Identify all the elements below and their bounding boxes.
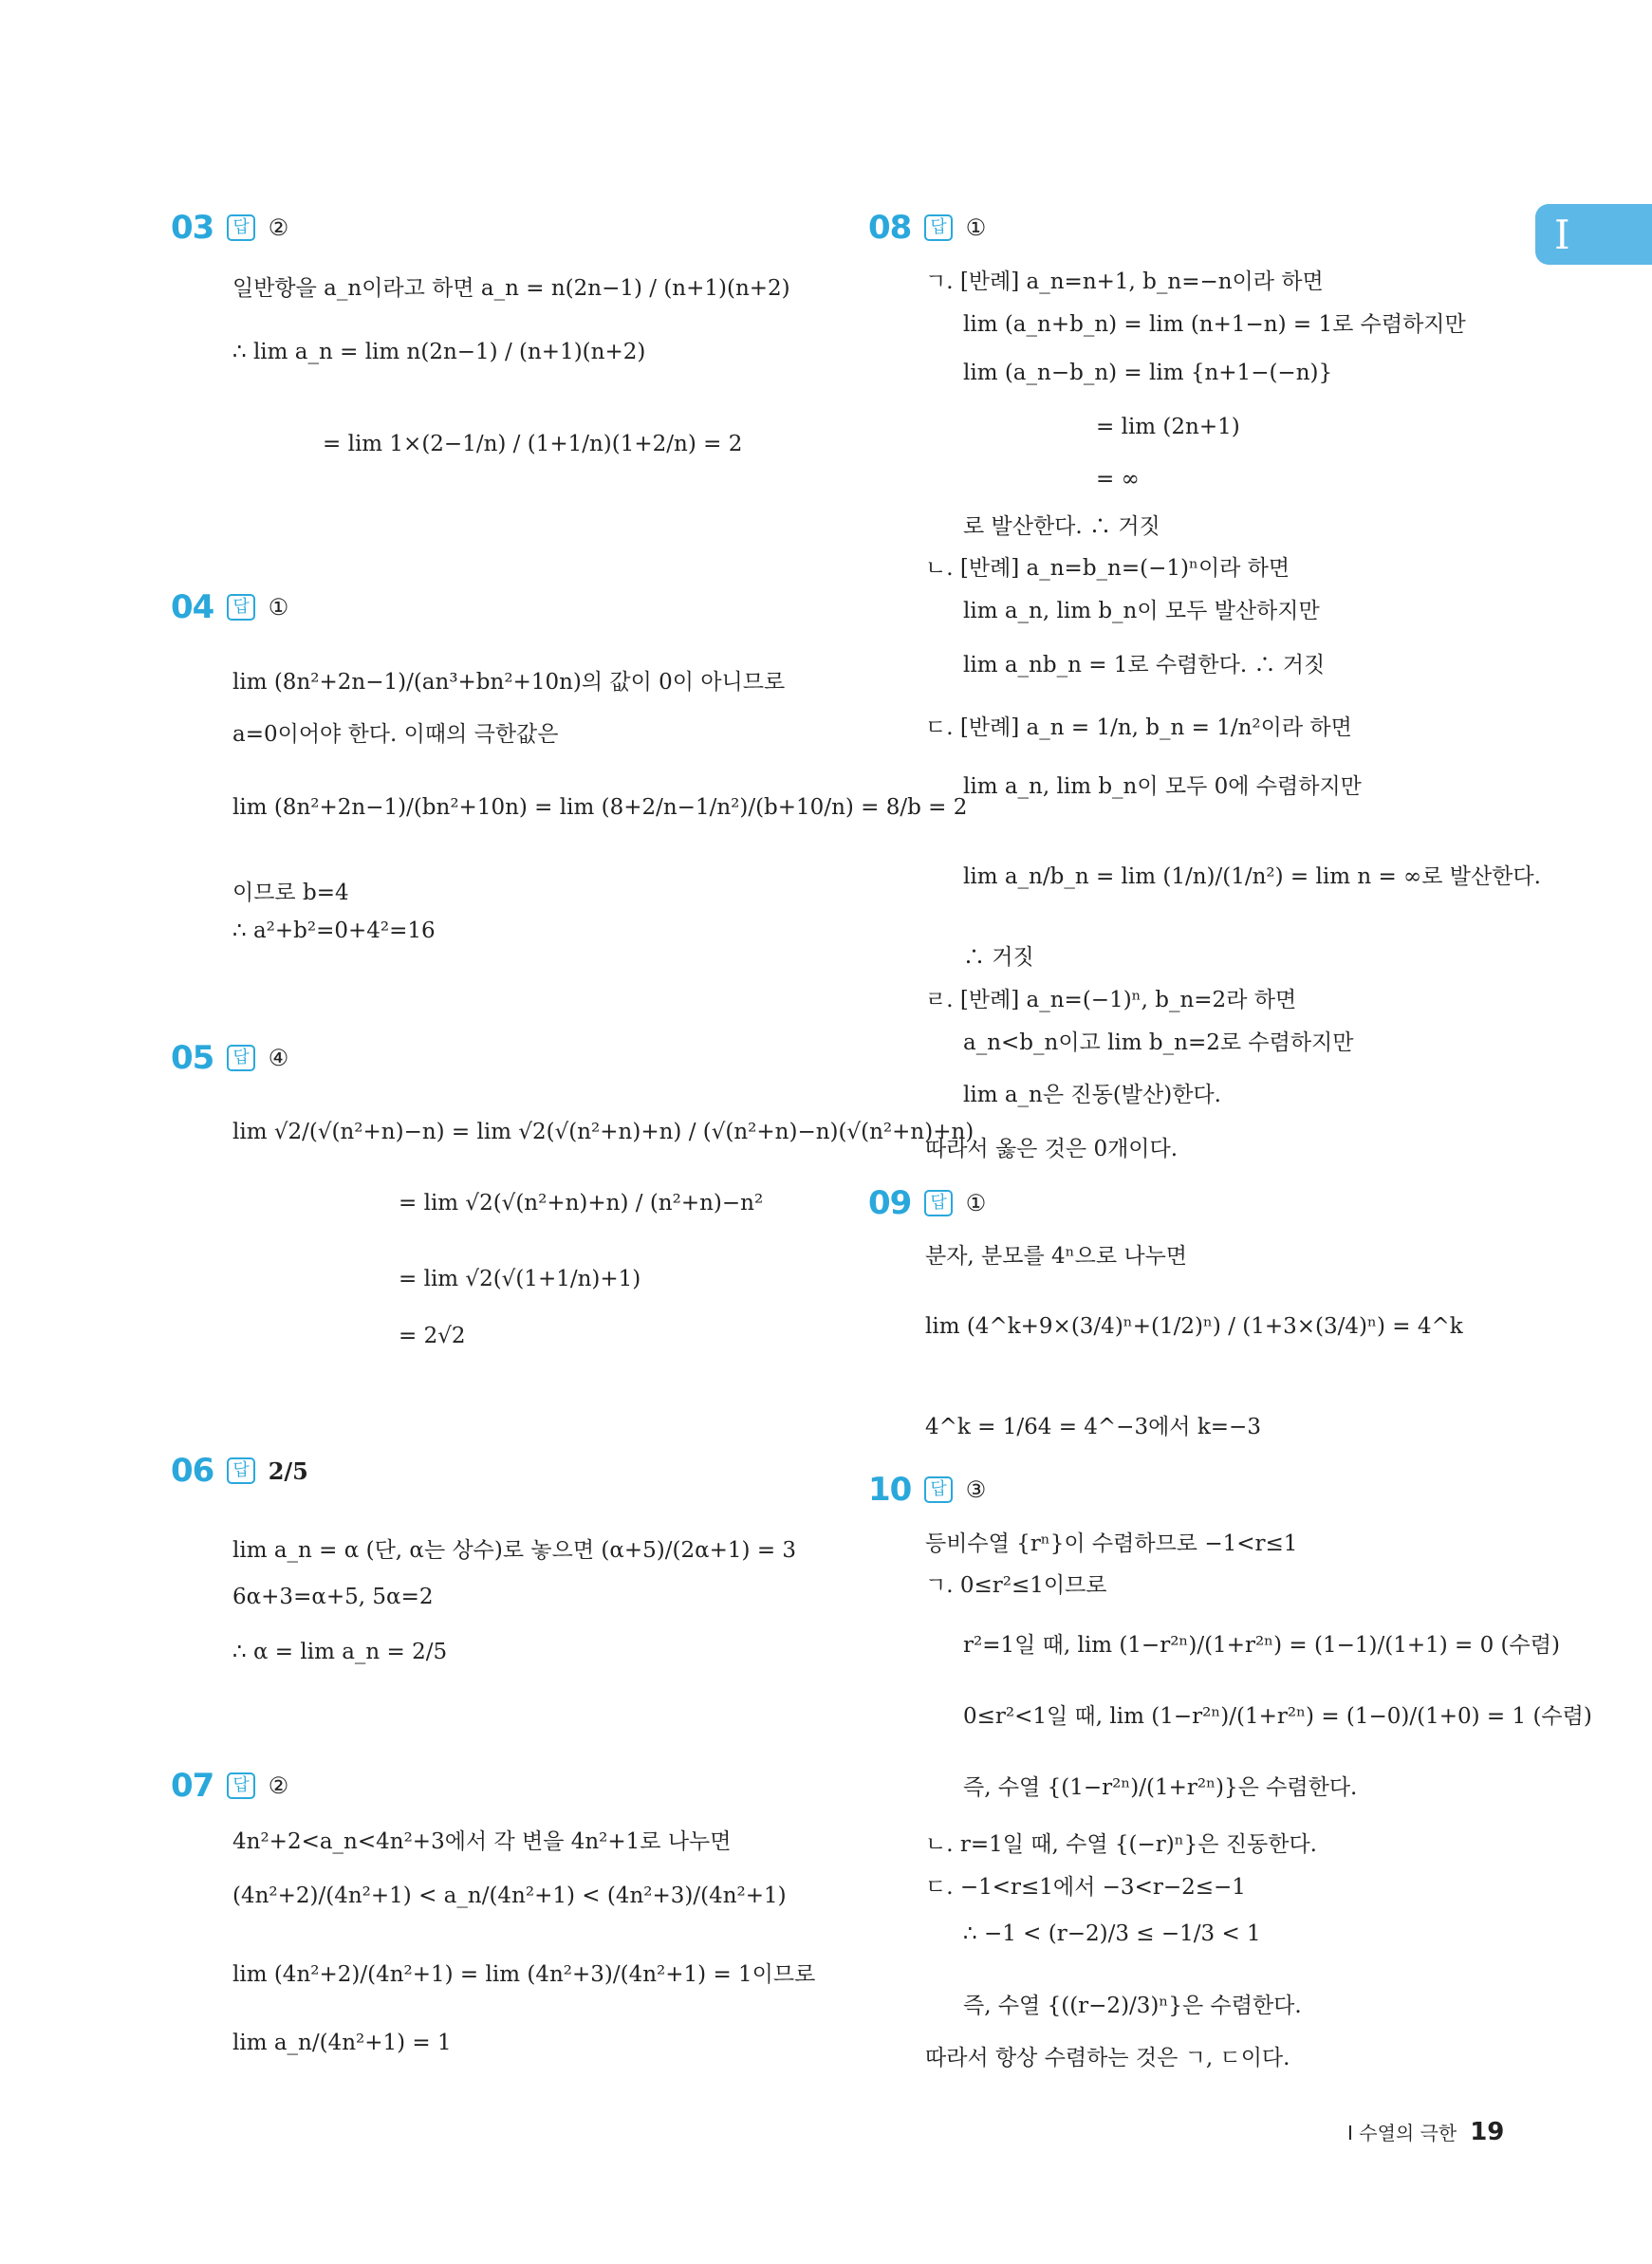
answer-value: ② — [268, 1772, 289, 1799]
problem-number: 09 — [868, 1184, 912, 1222]
p10-line4: 0≤r²<1일 때, lim (1−r²ⁿ)/(1+r²ⁿ) = (1−0)/(1+0) = 1 (수렴) — [963, 1704, 1592, 1729]
p05-line4: = 2√2 — [399, 1324, 466, 1348]
p05-line1: lim √2/(√(n²+n)−n) = lim √2(√(n²+n)+n) / (√(n²+n)−n)(√(n²+n)+n) — [232, 1120, 974, 1144]
answer-badge: 답 — [924, 1476, 952, 1503]
p03-line3: = lim 1×(2−1/n) / (1+1/n)(1+2/n) = 2 — [323, 432, 743, 456]
problem-number: 08 — [868, 209, 912, 247]
p03-line2: ∴ lim a_n = lim n(2n−1) / (n+1)(n+2) — [232, 340, 646, 364]
p04-line5: ∴ a²+b²=0+4²=16 — [232, 919, 436, 943]
p06-line1: lim a_n = α (단, α는 상수)로 놓으면 (α+5)/(2α+1) = 3 — [232, 1538, 797, 1563]
p08-line12: lim a_n/b_n = lim (1/n)/(1/n²) = lim n = ∞로 발산한다. — [963, 864, 1541, 889]
p08-line7: ㄴ. [반례] a_n=b_n=(−1)ⁿ이라 하면 — [925, 556, 1290, 581]
answer-badge: 답 — [924, 214, 952, 241]
p10-line6: ㄴ. r=1일 때, 수열 {(−r)ⁿ}은 진동한다. — [925, 1832, 1317, 1857]
p09-line3: 4^k = 1/64 = 4^−3에서 k=−3 — [925, 1415, 1261, 1439]
p08-line8: lim a_n, lim b_n이 모두 발산하지만 — [963, 599, 1320, 623]
problem-08 — [868, 209, 986, 247]
p04-line3: lim (8n²+2n−1)/(bn²+10n) = lim (8+2/n−1/n²)/(b+10/n) = 8/b = 2 — [232, 795, 968, 820]
problem-07 — [171, 1767, 288, 1805]
p06-line3: ∴ α = lim a_n = 2/5 — [232, 1640, 448, 1664]
p10-line1: 등비수열 {rⁿ}이 수렴하므로 −1<r≤1 — [925, 1531, 1298, 1556]
p03-line1: 일반항을 a_n이라고 하면 a_n = n(2n−1) / (n+1)(n+2) — [232, 276, 790, 301]
problem-09 — [868, 1184, 986, 1222]
p06-line2: 6α+3=α+5, 5α=2 — [232, 1585, 434, 1609]
p10-line3: r²=1일 때, lim (1−r²ⁿ)/(1+r²ⁿ) = (1−1)/(1+1) = 0 (수렴) — [963, 1633, 1560, 1658]
problem-number: 05 — [171, 1039, 214, 1077]
p10-line9: 즉, 수열 {((r−2)/3)ⁿ}은 수렴한다. — [963, 1994, 1302, 2018]
p08-line13: ∴ 거짓 — [963, 945, 1034, 970]
problem-number: 06 — [171, 1452, 214, 1490]
p07-line4: lim a_n/(4n²+1) = 1 — [232, 2031, 452, 2055]
problem-06 — [171, 1452, 308, 1490]
problem-04 — [171, 588, 288, 626]
answer-badge: 답 — [227, 1045, 254, 1071]
answer-value: ① — [965, 214, 987, 241]
p08-line5: = ∞ — [1096, 467, 1140, 492]
footer-chapter: I 수열의 극한 — [1347, 2122, 1457, 2144]
p10-line10: 따라서 항상 수렴하는 것은 ㄱ, ㄷ이다. — [925, 2046, 1290, 2070]
p08-line17: 따라서 옳은 것은 0개이다. — [925, 1137, 1179, 1161]
answer-badge: 답 — [924, 1190, 952, 1216]
p10-line7: ㄷ. −1<r≤1에서 −3<r−2≤−1 — [925, 1875, 1246, 1900]
answer-badge: 답 — [227, 1457, 254, 1484]
p08-line4: = lim (2n+1) — [1096, 415, 1240, 439]
p07-line2: (4n²+2)/(4n²+1) < a_n/(4n²+1) < (4n²+3)/(4n²+1) — [232, 1884, 787, 1908]
answer-value: ① — [268, 594, 289, 621]
p07-line3: lim (4n²+2)/(4n²+1) = lim (4n²+3)/(4n²+1) = 1이므로 — [232, 1962, 816, 1987]
answer-badge: 답 — [227, 1772, 254, 1799]
problem-number: 04 — [171, 588, 214, 626]
p04-line4: 이므로 b=4 — [232, 881, 349, 905]
p05-line2: = lim √2(√(n²+n)+n) / (n²+n)−n² — [399, 1191, 764, 1216]
p10-line2: ㄱ. 0≤r²≤1이므로 — [925, 1573, 1107, 1598]
p08-line9: lim a_nb_n = 1로 수렴한다. ∴ 거짓 — [963, 653, 1326, 677]
answer-value: ④ — [268, 1045, 289, 1071]
answer-value: ③ — [965, 1476, 987, 1503]
p08-line11: lim a_n, lim b_n이 모두 0에 수렴하지만 — [963, 774, 1362, 799]
answer-badge: 답 — [227, 214, 254, 241]
chapter-tab-label: I — [1554, 212, 1570, 258]
chapter-tab — [1535, 204, 1652, 265]
answer-badge: 답 — [227, 594, 254, 621]
p08-line6: 로 발산한다. ∴ 거짓 — [963, 514, 1160, 539]
problem-number: 07 — [171, 1767, 214, 1805]
p10-line8: ∴ −1 < (r−2)/3 ≤ −1/3 < 1 — [963, 1921, 1261, 1946]
p10-line5: 즉, 수열 {(1−r²ⁿ)/(1+r²ⁿ)}은 수렴한다. — [963, 1775, 1358, 1800]
page-footer — [1347, 2118, 1504, 2146]
problem-number: 10 — [868, 1471, 912, 1509]
p09-line1: 분자, 분모를 4ⁿ으로 나누면 — [925, 1244, 1188, 1269]
p04-line1: lim (8n²+2n−1)/(an³+bn²+10n)의 값이 0이 아니므로 — [232, 670, 786, 695]
p04-line2: a=0이어야 한다. 이때의 극한값은 — [232, 722, 559, 747]
answer-value: ① — [965, 1190, 987, 1216]
p07-line1: 4n²+2<a_n<4n²+3에서 각 변을 4n²+1로 나누면 — [232, 1829, 732, 1854]
answer-value: 2/5 — [268, 1457, 308, 1485]
answer-value: ② — [268, 214, 289, 241]
p05-line3: = lim √2(√(1+1/n)+1) — [399, 1267, 641, 1291]
p08-line14: ㄹ. [반례] a_n=(−1)ⁿ, b_n=2라 하면 — [925, 988, 1297, 1012]
p08-line2: lim (a_n+b_n) = lim (n+1−n) = 1로 수렴하지만 — [963, 312, 1466, 337]
problem-number: 03 — [171, 209, 214, 247]
problem-05 — [171, 1039, 288, 1077]
p08-line16: lim a_n은 진동(발산)한다. — [963, 1083, 1221, 1107]
page-number: 19 — [1470, 2118, 1505, 2146]
p08-line15: a_n<b_n이고 lim b_n=2로 수렴하지만 — [963, 1030, 1354, 1055]
p08-line3: lim (a_n−b_n) = lim {n+1−(−n)} — [963, 361, 1333, 385]
p08-line1: ㄱ. [반례] a_n=n+1, b_n=−n이라 하면 — [925, 269, 1324, 294]
problem-10 — [868, 1471, 986, 1509]
p09-line2: lim (4^k+9×(3/4)ⁿ+(1/2)ⁿ) / (1+3×(3/4)ⁿ) = 4^k — [925, 1314, 1463, 1339]
p08-line10: ㄷ. [반례] a_n = 1/n, b_n = 1/n²이라 하면 — [925, 715, 1352, 740]
problem-03 — [171, 209, 288, 247]
